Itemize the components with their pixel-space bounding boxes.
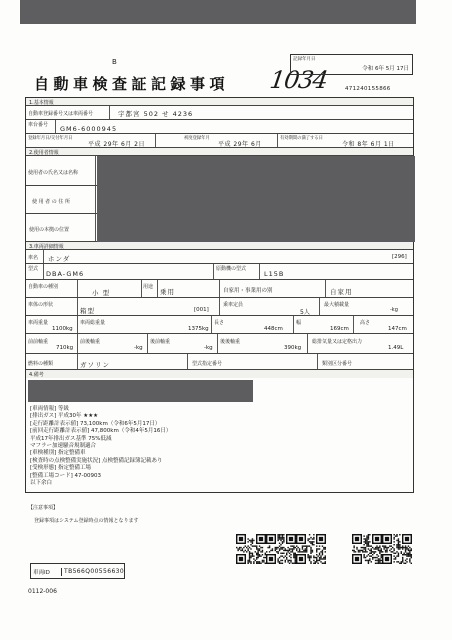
private-value: 自家用 [330, 288, 353, 296]
front-front-axle-label: 前前軸重 [28, 339, 49, 345]
redaction-bar [20, 0, 416, 24]
length-label: 長さ [214, 320, 225, 326]
fuel-row [26, 354, 413, 370]
registration-row [26, 106, 413, 120]
section-basic-heading [26, 98, 413, 106]
displacement-value: 1.49L [388, 345, 404, 351]
displacement-label: 総排気量又は定格出力 [312, 339, 363, 345]
base-location-label: 使用の本拠の位置 [29, 227, 70, 233]
width-value: 169cm [330, 326, 349, 332]
type-label: 自動車の種別 [28, 284, 59, 290]
remarks-line: [検査時の点検整備実施状況] 点検整備記録簿記載あり [30, 457, 163, 464]
first-reg-value: 平成 29年 6月 [218, 141, 262, 148]
rear-rear-axle-label: 後後軸重 [220, 339, 241, 345]
rear-front-axle-label: 後前軸重 [150, 339, 171, 345]
capacity-label: 乗車定員 [223, 302, 244, 308]
use-label: 用途 [143, 284, 154, 290]
car-id-box [30, 563, 125, 579]
section-basic-title: 1.基本情報 [29, 100, 54, 106]
type-designation-label: 型式指定番号 [192, 361, 223, 367]
qr-code-3 [296, 534, 326, 564]
qr-code-4 [352, 534, 382, 564]
section-user-title: 2.使用者情報 [29, 150, 59, 156]
registration-label: 自動車登録番号又は車両番号 [28, 111, 94, 117]
maker-value: ホンダ [48, 255, 71, 263]
record-date-box [290, 54, 413, 75]
remarks-line: 以下余白 [30, 480, 53, 487]
remarks-line: マフラー加速騒音規制適合 [30, 443, 97, 450]
width-label: 幅 [296, 320, 302, 326]
max-load-value: -kg [390, 307, 398, 313]
registration-value: 宇都宮 502 せ 4236 [118, 110, 194, 118]
handwritten-number: 1034 [268, 66, 330, 94]
remarks-line: [車両情報] 等級 [30, 406, 70, 412]
model-label: 型式 [28, 266, 39, 272]
vin-value: GM6-6000945 [60, 125, 118, 133]
document-title: 自動車検査証記録事項 [34, 75, 230, 93]
weight-value: 1100kg [52, 326, 73, 332]
footer-code: 0112-006 [28, 588, 57, 595]
record-date-value: 令和 6年 5月 17日 [362, 66, 409, 72]
type-row [26, 280, 413, 298]
reg-date-value: 平成 29年 6月 2日 [88, 141, 145, 148]
private-label: 自家用・事業用の別 [223, 288, 273, 294]
qr-code-1 [236, 534, 266, 564]
section-vehicle-heading [26, 242, 413, 250]
qr-code-2 [266, 534, 296, 564]
doc-prefix: B [112, 58, 117, 66]
engine-value: L15B [264, 270, 285, 278]
length-value: 448cm [264, 326, 283, 332]
remarks-line: [走行距離計表示値] 73,100km（令和6年5月17日） [30, 420, 161, 427]
maker-label: 車名 [28, 255, 39, 261]
dimensions-row [26, 316, 413, 334]
remarks-line: [受検形態] 指定整備工場 [30, 465, 92, 472]
weight-label: 車両重量 [28, 320, 49, 326]
expiry-value: 令和 8年 6月 1日 [342, 141, 395, 148]
type-value: 小 型 [92, 289, 111, 297]
section-remarks-heading [26, 370, 413, 378]
notes-heading: 【注意事項】 [28, 505, 59, 511]
reg-date-label: 登録年月日/交付年月日 [28, 136, 73, 141]
qr-code-5 [382, 534, 412, 564]
expiry-label: 有効期間の満了する日 [280, 136, 323, 141]
max-load-label: 最大積載量 [324, 302, 350, 308]
maker-row [26, 250, 413, 264]
record-date-label: 記録年月日 [293, 57, 316, 62]
remarks-list [30, 406, 290, 487]
vin-row [26, 120, 413, 134]
rear-rear-axle-value: 390kg [284, 345, 302, 351]
rear-front-axle-value: -kg [204, 345, 213, 351]
use-value: 乗用 [160, 288, 175, 296]
shape-value: 箱型 [80, 307, 95, 315]
section-vehicle-title: 3.車両詳細情報 [29, 244, 64, 250]
record-form [25, 97, 414, 493]
user-address-label: 使 用 者 の 住 所 [32, 199, 70, 205]
remarks-line: 平成17年排出ガス基準 75%低減 [30, 435, 112, 442]
car-id-value: TB566Q00556630 [61, 568, 124, 576]
axle-row [26, 334, 413, 354]
height-value: 147cm [388, 326, 407, 332]
section-user-heading [26, 148, 413, 156]
model-value: DBA-GM6 [46, 270, 85, 278]
shape-row [26, 298, 413, 316]
vin-label: 車台番号 [28, 122, 49, 128]
gross-weight-value: 1375kg [188, 326, 209, 332]
remarks-redaction [28, 380, 253, 402]
fuel-label: 燃料の種類 [28, 361, 54, 367]
gross-weight-label: 車両総重量 [80, 320, 106, 326]
front-front-axle-value: 710kg [56, 345, 74, 351]
remarks-line: [前回走行距離計表示値] 47,800km（令和4年5月16日） [30, 428, 172, 435]
user-name-label: 使用者の氏名又は名称 [28, 170, 79, 176]
front-rear-axle-label: 前後軸重 [80, 339, 101, 345]
capacity-value: 5人 [300, 309, 310, 316]
shape-label: 車体の形状 [28, 302, 54, 308]
remarks-line: [排出ガス] 平成30年 ★★★ [30, 413, 99, 420]
car-id-label: 車両ID [33, 570, 50, 576]
notes-line: 登録事項はシステム登録時点の情報となります [34, 518, 139, 524]
notes-box [28, 504, 213, 544]
engine-label: 原動機の型式 [216, 266, 247, 272]
category-number-label: 類別区分番号 [322, 361, 353, 367]
dates-row [26, 134, 413, 148]
front-rear-axle-value: -kg [134, 345, 143, 351]
section-remarks-title: 4.備考 [29, 372, 44, 378]
serial-number: 471240155866 [345, 86, 391, 92]
first-reg-label: 初度登録年月 [184, 136, 210, 141]
remarks-line: [整備工場コード] 47-00903 [30, 472, 102, 479]
height-label: 高さ [360, 320, 371, 326]
maker-code: [296] [392, 254, 407, 260]
model-row [26, 264, 413, 280]
shape-code: [001] [194, 307, 209, 313]
user-info-redaction [97, 156, 415, 242]
fuel-value: ガソリン [80, 361, 110, 369]
remarks-line: [車検種別] 指定整備車 [30, 450, 86, 457]
